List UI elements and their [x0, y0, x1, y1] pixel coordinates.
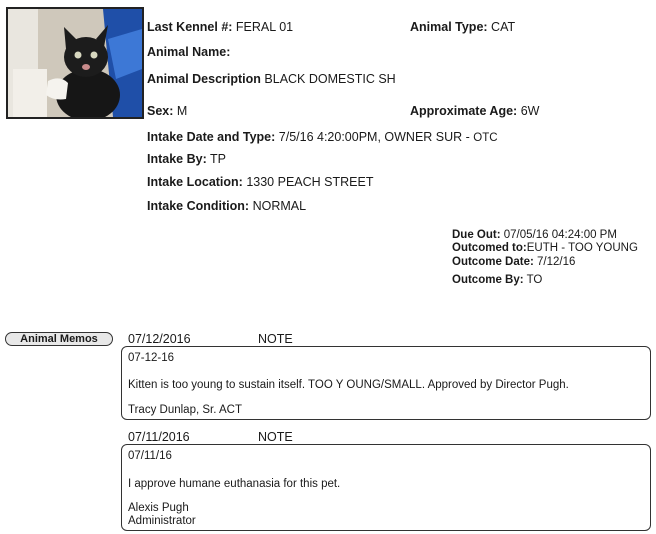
memo-1-line-3: Tracy Dunlap, Sr. ACT: [128, 404, 242, 416]
approximate-age-field: [410, 104, 539, 118]
intake-date-type-value: 7/5/16 4:20:00PM, OWNER SUR -: [278, 130, 470, 144]
memo-1-line-2: Kitten is too young to sustain itself. TOO Y OUNG/SMALL. Approved by Director Pugh.: [128, 379, 569, 391]
animal-type-value: CAT: [491, 20, 516, 34]
approximate-age-label: Approximate Age:: [410, 104, 518, 118]
memo-1-date: 07/12/2016: [128, 332, 191, 346]
kitten-photo-image: [8, 9, 142, 117]
memo-2-type: NOTE: [258, 430, 293, 444]
sex-label: Sex:: [147, 104, 174, 118]
outcome-by-value: TO: [526, 274, 543, 286]
animal-name-label: Animal Name:: [147, 45, 231, 59]
last-kennel-label: Last Kennel #:: [147, 20, 233, 34]
intake-date-type-field: [147, 130, 498, 144]
intake-condition-field: [147, 199, 306, 213]
intake-by-value: TP: [210, 152, 226, 166]
outcomed-to-value: EUTH - TOO YOUNG: [526, 242, 638, 254]
intake-by-label: Intake By:: [147, 152, 207, 166]
outcome-date-label: Outcome Date:: [452, 256, 534, 268]
outcome-date-value: 7/12/16: [537, 256, 576, 268]
memo-2-date: 07/11/2016: [128, 430, 190, 444]
outcome-by-label: Outcome By:: [452, 274, 524, 286]
memo-1-type: NOTE: [258, 332, 293, 346]
animal-name-field: [147, 45, 230, 59]
intake-location-value: 1330 PEACH STREET: [246, 175, 374, 189]
animal-memos-button[interactable]: Animal Memos: [5, 332, 113, 346]
due-out-label: Due Out:: [452, 229, 501, 241]
memo-2-line-2: I approve humane euthanasia for this pet.: [128, 478, 341, 490]
due-out-value: 07/05/16 04:24:00 PM: [503, 229, 617, 241]
memo-2-line-1: 07/11/16: [128, 450, 172, 462]
sex-value: M: [176, 104, 188, 118]
memo-2-line-3: Alexis Pugh: [128, 502, 189, 514]
animal-description-label: Animal Description: [147, 72, 261, 86]
intake-by-field: [147, 152, 226, 166]
memo-1-box: [121, 346, 651, 420]
sex-field: [147, 104, 187, 118]
intake-condition-label: Intake Condition:: [147, 199, 250, 213]
due-out-field: [452, 229, 617, 241]
outcomed-to-label: Outcomed to:: [452, 242, 527, 254]
intake-condition-value: NORMAL: [252, 199, 307, 213]
memo-1-line-1: 07-12-16: [128, 352, 175, 364]
memo-2-line-4: Administrator: [128, 515, 196, 527]
approximate-age-value: 6W: [520, 104, 540, 118]
intake-location-label: Intake Location:: [147, 175, 243, 189]
animal-description-value: BLACK DOMESTIC SH: [264, 72, 396, 86]
outcomed-to-field: [452, 242, 638, 254]
outcome-by-field: [452, 274, 542, 286]
last-kennel-value: FERAL 01: [235, 20, 294, 34]
animal-type-field: [410, 20, 515, 34]
last-kennel-field: [147, 20, 293, 34]
intake-type-suffix: OTC: [473, 132, 498, 144]
animal-photo: [6, 7, 144, 119]
intake-date-type-label: Intake Date and Type:: [147, 130, 276, 144]
outcome-date-field: [452, 256, 575, 268]
memo-2-box: [121, 444, 651, 531]
animal-description-field: [147, 72, 396, 86]
animal-type-label: Animal Type:: [410, 20, 488, 34]
intake-location-field: [147, 175, 373, 189]
